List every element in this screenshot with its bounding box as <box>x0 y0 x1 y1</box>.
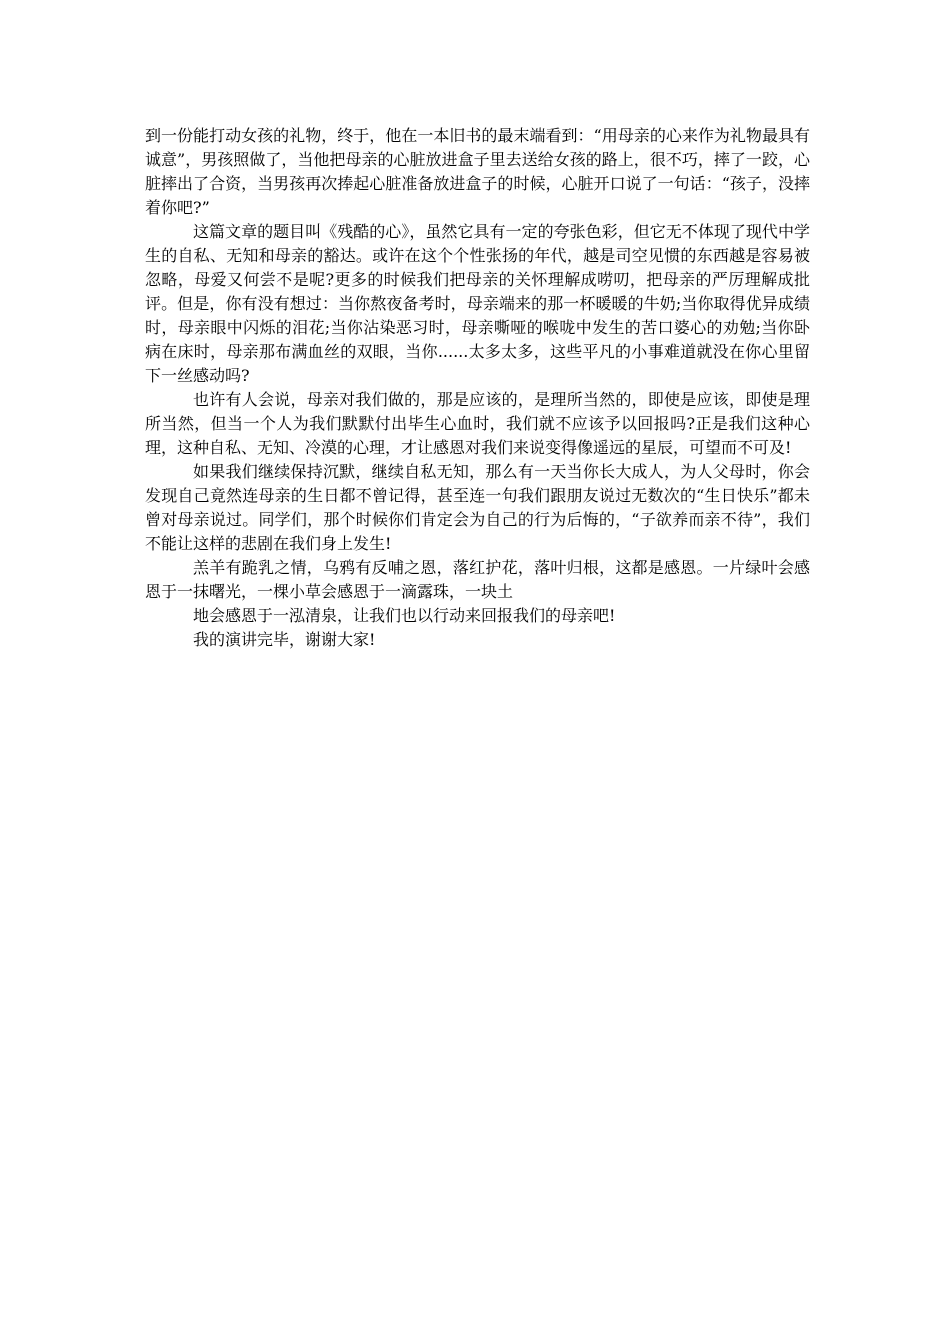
paragraph-gratitude-examples: 羔羊有跪乳之情，乌鸦有反哺之恩，落红护花，落叶归根，这都是感恩。一片绿叶会感恩于一抹曙光，一棵小草会感恩于一滴露珠，一块土 <box>145 558 810 601</box>
paragraph-article-analysis: 这篇文章的题目叫《残酷的心》，虽然它具有一定的夸张色彩，但它无不体现了现代中学生的自私、无知和母亲的豁达。或许在这个个性张扬的年代，越是司空见惯的东西越是容易被忽略，母爱又何尝不是呢?更多的时候我们把母亲的关怀理解成唠叨，把母亲的严厉理解成批评。但是，你有没有想过：当你熬夜备考时，母亲端来的那一杯暖暖的牛奶;当你取得优异成绩时，母亲眼中闪烁的泪花;当你沾染恶习时，母亲嘶哑的喉咙中发生的苦口婆心的劝勉;当你卧病在床时，母亲那布满血丝的双眼，当你......太多太多，这些平凡的小事难道就没在你心里留下一丝感动吗? <box>145 222 810 385</box>
paragraph-closing: 我的演讲完毕，谢谢大家! <box>193 630 376 649</box>
paragraph-story-ending: 到一份能打动女孩的礼物，终于，他在一本旧书的最末端看到：“用母亲的心来作为礼物最具有诚意”，男孩照做了，当他把母亲的心脏放进盒子里去送给女孩的路上，很不巧，摔了一跤，心脏摔出了合资，当男孩再次捧起心脏准备放进盒子的时候，心脏开口说了一句话：“孩子，没摔着你吧?” <box>145 126 810 217</box>
document-body <box>145 124 810 652</box>
paragraph-call-to-action: 地会感恩于一泓清泉，让我们也以行动来回报我们的母亲吧! <box>193 606 616 625</box>
paragraph-warning: 如果我们继续保持沉默，继续自私无知，那么有一天当你长大成人，为人父母时，你会发现自己竟然连母亲的生日都不曾记得，甚至连一句我们跟朋友说过无数次的“生日快乐”都未曾对母亲说过。同学们，那个时候你们肯定会为自己的行为后悔的，“子欲养而亲不待”，我们不能让这样的悲剧在我们身上发生! <box>145 462 810 553</box>
paragraph-gratitude-reflection: 也许有人会说，母亲对我们做的，那是应该的，是理所当然的，即使是应该，即使是理所当然，但当一个人为我们默默付出毕生心血时，我们就不应该予以回报吗?正是我们这种心理，这种自私、无知、冷漠的心理，才让感恩对我们来说变得像遥远的星辰，可望而不可及! <box>145 390 810 457</box>
